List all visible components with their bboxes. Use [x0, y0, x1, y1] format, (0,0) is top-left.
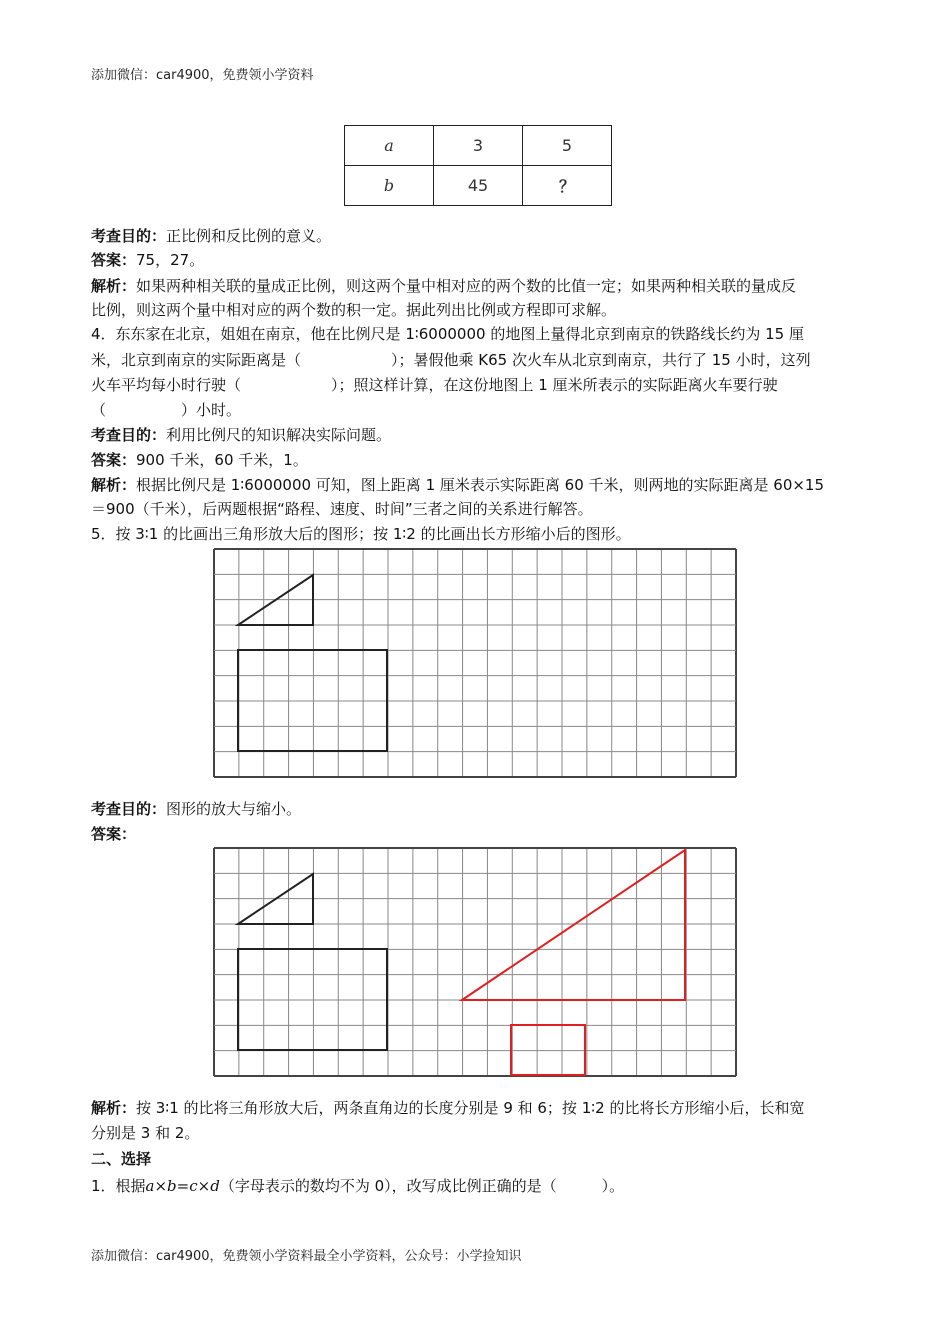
q4-question-cont: （ ）小时。 — [91, 401, 242, 419]
q3-answer: 答案：75，27。 — [91, 251, 205, 269]
reduced-rectangle — [511, 1025, 585, 1075]
q3-analysis-cont: 比例，则这两个量中相对应的两个数的积一定。据此列出比例或方程即可求解。 — [91, 301, 617, 319]
grid-lines — [214, 848, 736, 1076]
q5-analysis: 解析：按 3∶1 的比将三角形放大后，两条直角边的长度分别是 9 和 6；按 1∶2 的比将长方形缩小后，长和宽 — [91, 1099, 805, 1117]
table-row — [345, 126, 612, 166]
table-cell: b — [345, 166, 434, 206]
grid-lines — [214, 549, 736, 777]
page-header: 添加微信：car4900，免费领小学资料 — [91, 68, 314, 83]
q4-analysis-cont: ＝900（千米），后两题根据“路程、速度、时间”三者之间的关系进行解答。 — [91, 500, 593, 518]
enlarged-triangle — [462, 850, 685, 1000]
table-cell: 3 — [434, 126, 523, 166]
q5-analysis-cont: 分别是 3 和 2。 — [91, 1124, 200, 1142]
section-title: 二、选择 — [91, 1150, 152, 1168]
formula: a×b=c×d — [145, 1177, 220, 1195]
q5-answer: 答案： — [91, 825, 137, 843]
answer-grid-figure — [213, 847, 737, 1077]
q3-analysis: 解析：如果两种相关联的量成正比例，则这两个量中相对应的两个数的比值一定；如果两种相关联的量成反 — [91, 277, 797, 295]
q5-question: 5．按 3∶1 的比画出三角形放大后的图形；按 1∶2 的比画出长方形缩小后的图形。 — [91, 525, 631, 543]
q4-answer: 答案：900 千米，60 千米，1。 — [91, 451, 308, 469]
q3-purpose: 考查目的：正比例和反比例的意义。 — [91, 227, 332, 245]
q4-purpose: 考查目的：利用比例尺的知识解决实际问题。 — [91, 426, 392, 444]
ratio-table — [344, 125, 612, 206]
page-footer: 添加微信：car4900，免费领小学资料最全小学资料，公众号：小学捡知识 — [91, 1249, 522, 1264]
choice-question-1: 1．根据a×b=c×d（字母表示的数均不为 0），改写成比例正确的是（ ）。 — [91, 1177, 625, 1195]
table-cell: a — [345, 126, 434, 166]
q4-question-cont: 火车平均每小时行驶（ ）；照这样计算，在这份地图上 1 厘米所表示的实际距离火车要行驶 — [91, 376, 778, 394]
table-cell: 5 — [523, 126, 612, 166]
q4-question-cont: 米，北京到南京的实际距离是（ ）；暑假他乘 K65 次火车从北京到南京，共行了 15 小时，这列 — [91, 351, 811, 369]
table-row — [345, 166, 612, 206]
q4-question: 4．东东家在北京，姐姐在南京，他在比例尺是 1∶6000000 的地图上量得北京到南京的铁路线长约为 15 厘 — [91, 325, 804, 343]
q4-analysis: 解析：根据比例尺是 1∶6000000 可知，图上距离 1 厘米表示实际距离 60 千米，则两地的实际距离是 60×15 — [91, 476, 825, 494]
table-cell: 45 — [434, 166, 523, 206]
q5-purpose: 考查目的：图形的放大与缩小。 — [91, 800, 302, 818]
question-grid-figure — [213, 548, 737, 778]
table-cell: ？ — [523, 166, 612, 206]
